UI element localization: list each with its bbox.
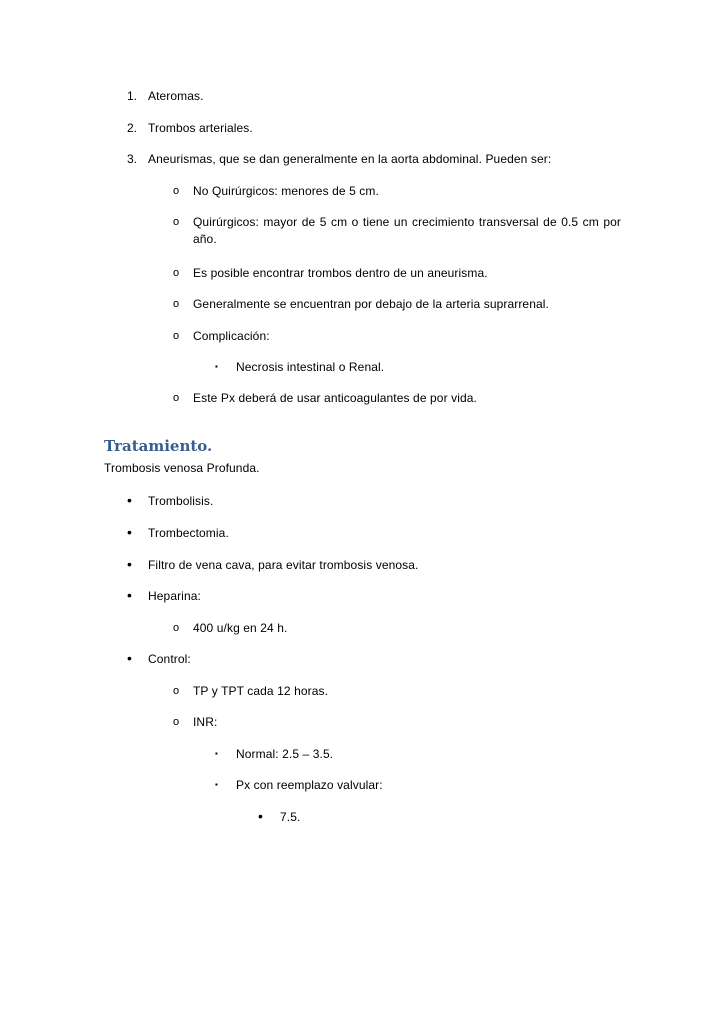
list-item: INR:: [193, 715, 218, 729]
list-item: Heparina:: [148, 589, 201, 603]
list-item: Px con reemplazo valvular:: [236, 778, 383, 792]
circle-bullet-icon: o: [173, 267, 180, 279]
list-item: Aneurismas, que se dan generalmente en la aorta abdominal. Pueden ser:: [148, 152, 552, 166]
dot-bullet-icon: •: [127, 524, 132, 540]
list-item: Generalmente se encuentran por debajo de la arteria suprarrenal.: [193, 297, 549, 311]
list-item: 400 u/kg en 24 h.: [193, 621, 288, 635]
list-item: No Quirúrgicos: menores de 5 cm.: [193, 184, 379, 198]
list-number: 3.: [127, 152, 138, 166]
list-item: Normal: 2.5 – 3.5.: [236, 747, 334, 761]
square-bullet-icon: ▪: [215, 749, 218, 758]
list-item: Complicación:: [193, 329, 270, 343]
circle-bullet-icon: o: [173, 185, 180, 197]
dot-bullet-icon: •: [258, 808, 263, 824]
dot-bullet-icon: •: [127, 650, 132, 666]
list-item: Necrosis intestinal o Renal.: [236, 360, 385, 374]
section-subheading: Trombosis venosa Profunda.: [104, 461, 260, 475]
circle-bullet-icon: o: [173, 392, 180, 404]
circle-bullet-icon: o: [173, 685, 180, 697]
list-item: Trombolisis.: [148, 494, 214, 508]
list-item: Filtro de vena cava, para evitar trombosis venosa.: [148, 558, 419, 572]
square-bullet-icon: ▪: [215, 780, 218, 789]
square-bullet-icon: ▪: [215, 362, 218, 371]
list-item: TP y TPT cada 12 horas.: [193, 684, 329, 698]
dot-bullet-icon: •: [127, 492, 132, 508]
list-item: Es posible encontrar trombos dentro de un aneurisma.: [193, 266, 488, 280]
circle-bullet-icon: o: [173, 330, 180, 342]
list-item: Quirúrgicos: mayor de 5 cm o tiene un crecimiento transversal de 0.5 cm por año.: [193, 215, 621, 246]
list-number: 2.: [127, 121, 138, 135]
list-item: Ateromas.: [148, 89, 204, 103]
list-item: Trombos arteriales.: [148, 121, 253, 135]
circle-bullet-icon: o: [173, 622, 180, 634]
list-item: 7.5.: [280, 810, 301, 824]
section-heading: Tratamiento.: [104, 437, 213, 455]
dot-bullet-icon: •: [127, 587, 132, 603]
circle-bullet-icon: o: [173, 298, 180, 310]
list-item: Este Px deberá de usar anticoagulantes de por vida.: [193, 391, 477, 405]
list-number: 1.: [127, 89, 138, 103]
circle-bullet-icon: o: [173, 716, 180, 728]
circle-bullet-icon: o: [173, 216, 180, 228]
list-item: Control:: [148, 652, 191, 666]
list-item: Trombectomia.: [148, 526, 229, 540]
dot-bullet-icon: •: [127, 556, 132, 572]
